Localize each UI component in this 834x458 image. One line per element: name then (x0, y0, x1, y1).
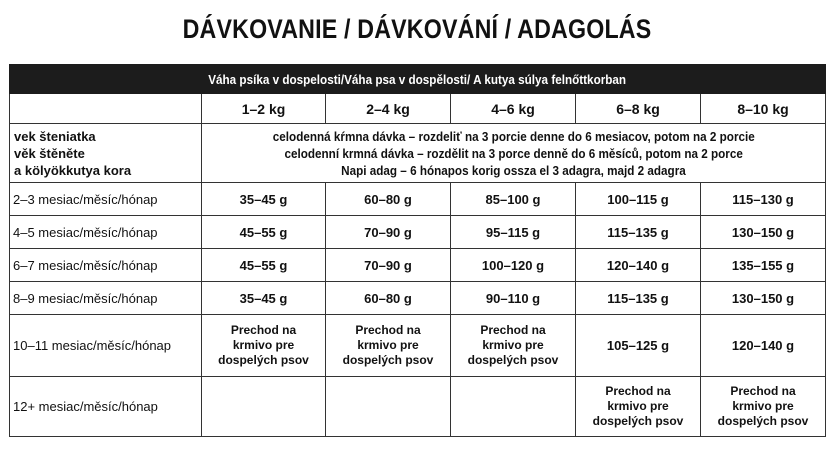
age-heading-hu: a kölyökkutya kora (14, 162, 132, 178)
weight-heading-row (10, 65, 826, 94)
switch-to-adult-cell: Prechod na krmivo pre dospelých psov (576, 377, 701, 437)
age-cell: 8–9 mesiac/měsíc/hónap (10, 282, 202, 315)
table-row (10, 183, 826, 216)
dose-cell: 35–45 g (202, 282, 326, 315)
switch-to-adult-cell: Prechod na krmivo pre dospelých psov (451, 315, 576, 377)
dose-cell (202, 377, 326, 437)
dose-cell: 120–140 g (576, 249, 701, 282)
dose-cell: 60–80 g (326, 183, 451, 216)
dose-cell: 45–55 g (202, 216, 326, 249)
dose-cell: 130–150 g (701, 282, 826, 315)
dose-cell: 95–115 g (451, 216, 576, 249)
feeding-note (202, 124, 826, 183)
page-title: DÁVKOVANIE / DÁVKOVÁNÍ / ADAGOLÁS (182, 14, 652, 44)
dose-cell: 85–100 g (451, 183, 576, 216)
switch-to-adult-cell: Prechod na krmivo pre dospelých psov (701, 377, 826, 437)
dosage-table (9, 64, 826, 437)
dose-cell: 45–55 g (202, 249, 326, 282)
dose-cell: 115–130 g (701, 183, 826, 216)
weight-column-header: 4–6 kg (451, 94, 576, 124)
age-heading-sk: vek šteniatka (14, 128, 96, 144)
table-row (10, 377, 826, 437)
dose-cell (451, 377, 576, 437)
dose-cell: 70–90 g (326, 249, 451, 282)
age-heading-cz: věk štěněte (14, 145, 85, 161)
dose-cell: 135–155 g (701, 249, 826, 282)
weight-column-header: 6–8 kg (576, 94, 701, 124)
weight-column-header: 1–2 kg (202, 94, 326, 124)
dose-cell: 105–125 g (576, 315, 701, 377)
table-row (10, 249, 826, 282)
age-column-header (10, 124, 202, 183)
weight-column-header: 2–4 kg (326, 94, 451, 124)
age-cell: 6–7 mesiac/měsíc/hónap (10, 249, 202, 282)
dose-cell: 100–120 g (451, 249, 576, 282)
feeding-note-sk: celodenná kŕmna dávka – rozdeliť na 3 porcie denne do 6 mesiacov, potom na 2 porcie (272, 128, 755, 144)
weight-columns-row (10, 94, 826, 124)
dose-cell: 35–45 g (202, 183, 326, 216)
dose-cell: 90–110 g (451, 282, 576, 315)
dose-cell: 115–135 g (576, 216, 701, 249)
dose-cell (326, 377, 451, 437)
dose-cell: 120–140 g (701, 315, 826, 377)
dose-cell: 60–80 g (326, 282, 451, 315)
table-row (10, 216, 826, 249)
feeding-note-hu: Napi adag – 6 hónapos korig ossza el 3 adagra, majd 2 adagra (341, 162, 686, 178)
dose-cell: 70–90 g (326, 216, 451, 249)
dose-cell: 130–150 g (701, 216, 826, 249)
table-row (10, 282, 826, 315)
weight-column-header: 8–10 kg (701, 94, 826, 124)
table-row (10, 315, 826, 377)
weight-heading: Váha psíka v dospelosti/Váha psa v dospělosti/ A kutya súlya felnőttkorban (10, 65, 826, 94)
age-cell: 4–5 mesiac/měsíc/hónap (10, 216, 202, 249)
switch-to-adult-cell: Prechod na krmivo pre dospelých psov (326, 315, 451, 377)
feeding-note-cz: celodenní krmná dávka – rozdělit na 3 porce denně do 6 měsíců, potom na 2 porce (284, 145, 743, 161)
switch-to-adult-cell: Prechod na krmivo pre dospelých psov (202, 315, 326, 377)
dose-cell: 115–135 g (576, 282, 701, 315)
age-cell: 2–3 mesiac/měsíc/hónap (10, 183, 202, 216)
age-cell: 12+ mesiac/měsíc/hónap (10, 377, 202, 437)
note-row (10, 124, 826, 183)
age-cell: 10–11 mesiac/měsíc/hónap (10, 315, 202, 377)
empty-header-cell (10, 94, 202, 124)
dose-cell: 100–115 g (576, 183, 701, 216)
